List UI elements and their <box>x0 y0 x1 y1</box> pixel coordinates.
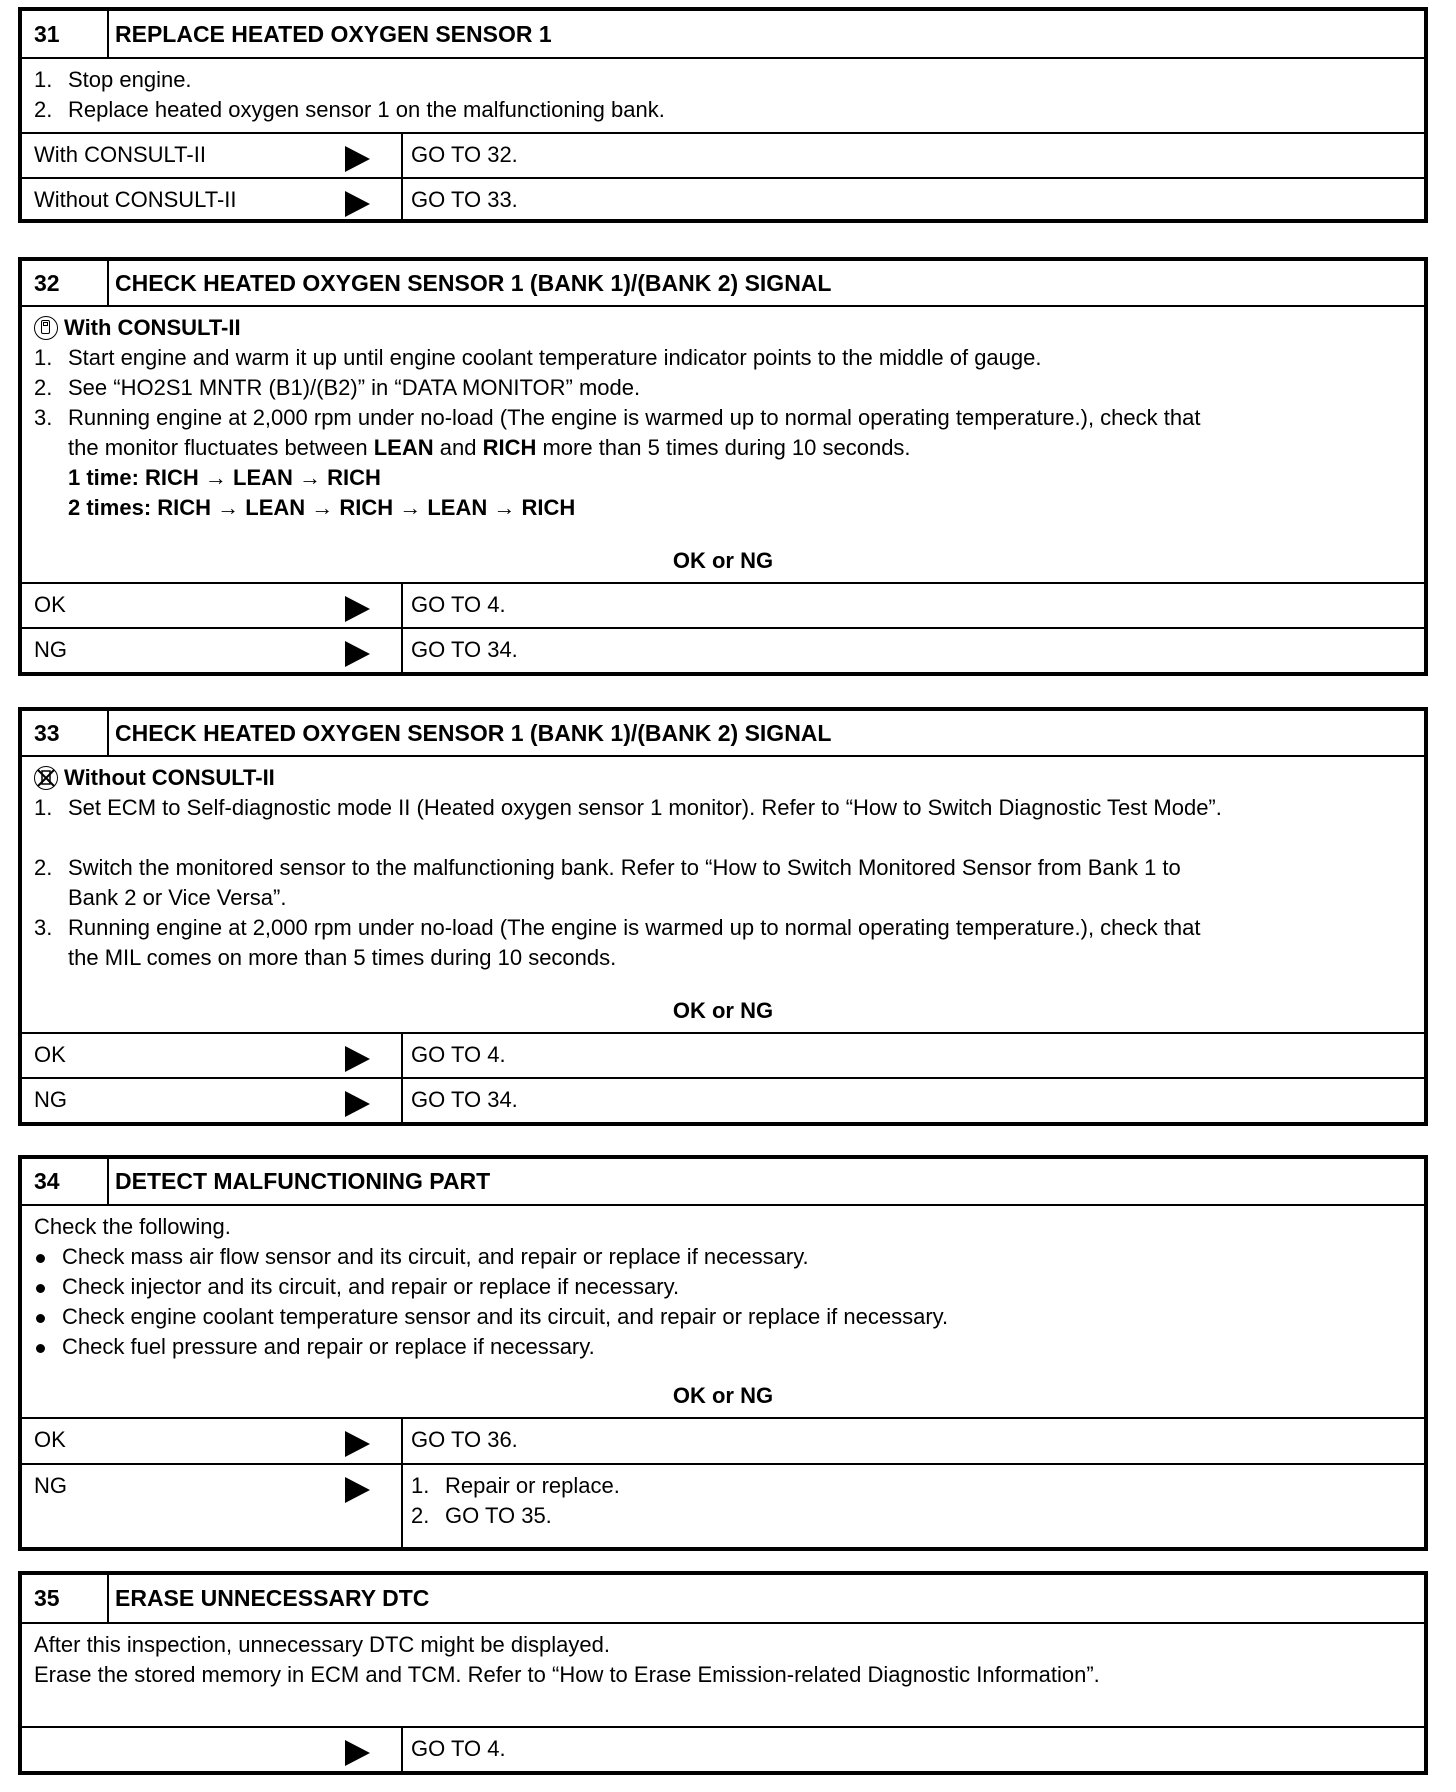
instruction-continuation: the monitor fluctuates between LEAN and RICH more than 5 times during 10 seconds. <box>68 435 911 460</box>
arrow-right-icon <box>345 146 370 172</box>
bullet-icon <box>34 1272 62 1302</box>
outcome-condition: Without CONSULT-II <box>22 179 403 219</box>
outcome-condition: NG <box>22 1079 403 1122</box>
result-label: OK or NG <box>672 1383 774 1408</box>
step-number: 34 <box>22 1159 109 1204</box>
step-body <box>22 59 1424 134</box>
bullet-icon <box>34 1242 62 1272</box>
outcome-condition: OK <box>22 1419 403 1463</box>
step-title: DETECT MALFUNCTIONING PART <box>115 1168 491 1194</box>
outcome-row[interactable] <box>22 177 1424 219</box>
outcome-row[interactable] <box>22 134 1424 177</box>
arrow-right-icon <box>345 641 370 667</box>
outcome-condition: NG <box>22 629 403 672</box>
outcome-action-link[interactable]: GO TO 32. <box>411 142 518 167</box>
outcome-condition: With CONSULT-II <box>22 134 403 177</box>
outcome-condition <box>22 1728 403 1771</box>
step-33 <box>18 707 1428 1126</box>
step-32 <box>18 257 1428 676</box>
instruction-item: 2. See “HO2S1 MNTR (B1)/(B2)” in “DATA MONITOR” mode. <box>34 375 641 400</box>
arrow-right-icon <box>345 1477 370 1503</box>
instruction-item: 1. Start engine and warm it up until engine coolant temperature indicator points to the middle of gauge. <box>34 345 1042 370</box>
step-number: 33 <box>22 711 109 755</box>
outcome-row-ng[interactable] <box>22 627 1424 672</box>
instruction-item: 1. Set ECM to Self-diagnostic mode II (Heated oxygen sensor 1 monitor). Refer to “How to Switch Diagnostic Test Mode”. <box>34 795 1222 820</box>
no-consult-tool-icon <box>34 766 58 790</box>
step-number: 31 <box>22 11 109 57</box>
outcome-action-link[interactable]: GO TO 34. <box>411 1087 518 1112</box>
action-item: 1. Repair or replace. <box>411 1473 620 1498</box>
step-header <box>22 261 1424 307</box>
instruction-item: 2. Replace heated oxygen sensor 1 on the malfunctioning bank. <box>34 97 665 122</box>
outcome-row-ok[interactable] <box>22 1419 1424 1463</box>
bullet-item: Check mass air flow sensor and its circuit, and repair or replace if necessary. <box>34 1242 1412 1272</box>
arrow-right-icon <box>345 1740 370 1766</box>
example-2-times: 2 times: RICH → LEAN → RICH → LEAN → RICH <box>68 495 576 520</box>
instruction-item: 1. Stop engine. <box>34 67 192 92</box>
step-header <box>22 1159 1424 1206</box>
outcome-condition: NG <box>22 1465 403 1547</box>
bullet-icon <box>34 1302 62 1332</box>
outcome-action-link[interactable]: GO TO 34. <box>411 637 518 662</box>
outcome-row-ng[interactable] <box>22 1077 1424 1122</box>
arrow-right-icon <box>345 1091 370 1117</box>
step-title: CHECK HEATED OXYGEN SENSOR 1 (BANK 1)/(BANK 2) SIGNAL <box>115 719 832 746</box>
outcome-action-list <box>403 1465 1424 1547</box>
step-number: 35 <box>22 1575 109 1622</box>
outcome-row[interactable] <box>22 1728 1424 1771</box>
step-body <box>22 757 1424 1034</box>
step-header <box>22 11 1424 59</box>
step-31 <box>18 7 1428 223</box>
outcome-action-link[interactable]: GO TO 36. <box>411 1427 518 1452</box>
instruction-item: 3. Running engine at 2,000 rpm under no-load (The engine is warmed up to normal operating temperature.), check that <box>34 915 1201 940</box>
instruction-item: 2. Switch the monitored sensor to the malfunctioning bank. Refer to “How to Switch Monitored Sensor from Bank 1 to <box>34 855 1181 880</box>
arrow-right-icon <box>345 1431 370 1457</box>
spacer <box>34 823 1412 853</box>
outcome-action-link[interactable]: GO TO 4. <box>411 592 506 617</box>
consult-tool-icon <box>34 316 58 340</box>
bullet-item: Check engine coolant temperature sensor and its circuit, and repair or replace if necessary. <box>34 1302 1412 1332</box>
step-header <box>22 1575 1424 1624</box>
step-header <box>22 711 1424 757</box>
step-title: REPLACE HEATED OXYGEN SENSOR 1 <box>115 20 552 47</box>
outcome-condition: OK <box>22 1034 403 1077</box>
arrow-right-icon <box>345 1046 370 1072</box>
outcome-action-link[interactable]: GO TO 4. <box>411 1736 506 1761</box>
step-35 <box>18 1571 1428 1775</box>
intro-text: Check the following. <box>34 1214 231 1239</box>
outcome-row-ok[interactable] <box>22 1034 1424 1077</box>
arrow-right-icon <box>345 191 370 217</box>
step-title: ERASE UNNECESSARY DTC <box>115 1585 430 1611</box>
bullet-item: Check injector and its circuit, and repair or replace if necessary. <box>34 1272 1412 1302</box>
instruction-item: 3. Running engine at 2,000 rpm under no-load (The engine is warmed up to normal operating temperature.), check that <box>34 405 1201 430</box>
bullet-item: Check fuel pressure and repair or replace if necessary. <box>34 1332 1412 1362</box>
mode-label: Without CONSULT-II <box>34 763 1412 793</box>
action-item-link[interactable]: 2. GO TO 35. <box>411 1503 552 1528</box>
step-34 <box>18 1155 1428 1551</box>
outcome-action-link[interactable]: GO TO 33. <box>411 187 518 212</box>
outcome-action-link[interactable]: GO TO 4. <box>411 1042 506 1067</box>
instruction-continuation: Bank 2 or Vice Versa”. <box>68 885 287 910</box>
instruction-continuation: the MIL comes on more than 5 times during 10 seconds. <box>68 945 617 970</box>
step-body <box>22 307 1424 584</box>
example-1-time: 1 time: RICH → LEAN → RICH <box>68 465 381 490</box>
body-line: After this inspection, unnecessary DTC might be displayed. <box>34 1632 610 1657</box>
step-title: CHECK HEATED OXYGEN SENSOR 1 (BANK 1)/(BANK 2) SIGNAL <box>115 269 832 296</box>
body-line: Erase the stored memory in ECM and TCM. Refer to “How to Erase Emission-related Diagnostic Information”. <box>34 1662 1100 1687</box>
outcome-row-ok[interactable] <box>22 584 1424 627</box>
step-number: 32 <box>22 261 109 305</box>
arrow-right-icon <box>345 596 370 622</box>
step-body <box>22 1206 1424 1419</box>
outcome-condition: OK <box>22 584 403 627</box>
outcome-row-ng[interactable] <box>22 1463 1424 1547</box>
bullet-icon <box>34 1332 62 1362</box>
result-label: OK or NG <box>672 998 774 1023</box>
result-label: OK or NG <box>672 548 774 573</box>
step-body <box>22 1624 1424 1728</box>
mode-label: With CONSULT-II <box>34 313 1412 343</box>
